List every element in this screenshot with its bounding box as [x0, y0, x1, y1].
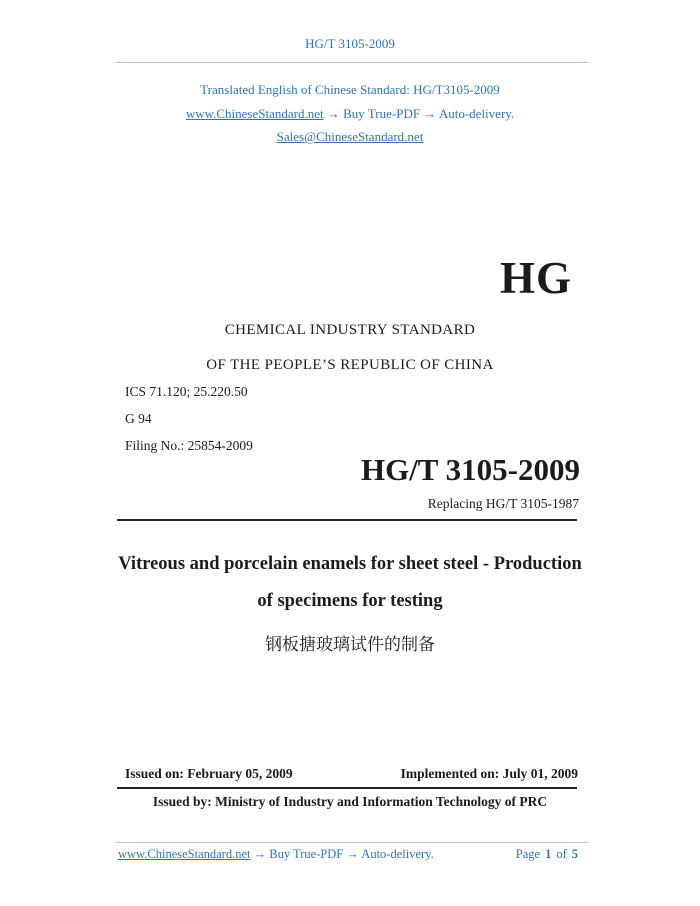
org-line-2: OF THE PEOPLE’S REPUBLIC OF CHINA [206, 357, 494, 373]
classification-code: G 94 [125, 411, 152, 426]
header-delivery-text: → Buy True-PDF → Auto-delivery. [323, 106, 515, 121]
header-sales-line [0, 129, 700, 145]
implemented-on-date: Implemented on: July 01, 2009 [400, 766, 578, 781]
translated-standard-line: Translated English of Chinese Standard: HG/T3105-2009 [200, 82, 500, 97]
ics-code: ICS 71.120; 25.220.50 [125, 384, 248, 399]
title-english-line1: Vitreous and porcelain enamels for sheet steel - Production [118, 554, 582, 574]
page-total: 5 [571, 847, 578, 861]
issue-divider [117, 787, 577, 789]
title-chinese: 钢板搪玻璃试件的制备 [265, 635, 435, 654]
title-divider [117, 519, 577, 521]
footer-buy-line [118, 847, 434, 862]
page-indicator [516, 847, 578, 862]
replacing-note: Replacing HG/T 3105-1987 [427, 496, 579, 511]
page-current: 1 [545, 847, 552, 861]
header-divider [116, 62, 588, 63]
standard-number: HG/T 3105-2009 [360, 452, 580, 487]
website-link[interactable]: www.ChineseStandard.net [185, 106, 324, 121]
page-label: Page [515, 847, 541, 861]
issued-on-date: Issued on: February 05, 2009 [125, 766, 293, 781]
filing-number: Filing No.: 25854-2009 [125, 438, 253, 453]
issued-by-line: Issued by: Ministry of Industry and Information Technology of PRC [152, 794, 548, 809]
title-english-line2: of specimens for testing [257, 591, 443, 611]
standard-logo: HG [499, 253, 572, 303]
page-of-label: of [556, 847, 567, 861]
header-buy-line [0, 106, 700, 122]
sales-email-link[interactable]: Sales@ChineseStandard.net [276, 129, 424, 144]
footer-row [118, 847, 578, 862]
footer-delivery-text: → Buy True-PDF → Auto-delivery. [250, 847, 434, 861]
issue-dates-row [125, 766, 578, 782]
header-doc-number: HG/T 3105-2009 [305, 36, 395, 51]
org-line-1: CHEMICAL INDUSTRY STANDARD [224, 322, 476, 338]
footer-divider [116, 842, 588, 843]
footer-website-link[interactable]: www.ChineseStandard.net [118, 847, 251, 861]
